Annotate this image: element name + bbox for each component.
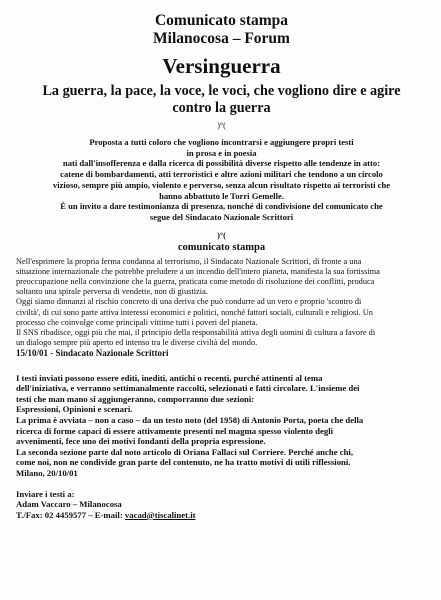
communique-line: Nell'esprimere la propria ferma condanna al terrorismo, il Sindacato Nazionale Scrittori, di fronte a una <box>16 256 362 266</box>
proposal-line: catene di bombardamenti, atti terroristici e altre azioni militari che tendono a un circolo <box>60 169 383 180</box>
details-line: I testi inviati possono essere editi, inediti, antichi o recenti, purché attinenti al tema <box>16 372 323 383</box>
separator-glyph: )°( <box>217 121 226 130</box>
contact-email-link[interactable]: vacad@tiscalinet.it <box>124 509 196 520</box>
proposal-line: vizioso, sempre più ampio, violento e perverso, senza alcun risultato rispetto ai terroristi che <box>52 179 391 190</box>
proposal-block <box>16 137 427 223</box>
details-line: ricerca di forme capaci di essere attivamente presenti nel magma spesso violento degli <box>16 425 334 436</box>
contact-line-3 <box>16 510 427 521</box>
details-line: avvenimenti, fece uno dei motivi fondanti della propria espressione. <box>16 436 266 447</box>
proposal-line: Proposta a tutti coloro che vogliono incontrarsi e aggiungere propri testi <box>89 137 354 147</box>
details-line: come noi, non ne condivide gran parte del contenuto, ne ha tratto motivi di utili riflessioni. <box>16 457 351 468</box>
subtitle-line-1: La guerra, la pace, la voce, le voci, che vogliono dire e agire <box>42 83 401 99</box>
communique-line: preoccupazione nella convinzione che la guerra, praticata come metodo di risoluzione dei conflitti, produca <box>16 277 375 287</box>
communique-title: comunicato stampa <box>177 241 266 253</box>
contact-line-1: Inviare i testi a: <box>16 488 75 499</box>
communique-line: processo che coinvolge come principali vittime tutti i poveri del pianeta. <box>16 317 258 327</box>
proposal-line: È un invito a dare testimonianza di presenza, nonché di condivisione del comunicato che <box>60 201 383 212</box>
communique-line: Oggi siamo dinnanzi al rischio concreto di una deriva che può condurre ad un vero e proprio 'scontro di <box>16 297 362 307</box>
header-line-2: Milanocosa – Forum <box>153 30 290 47</box>
separator-glyph: )°( <box>217 230 226 240</box>
details-line: dell'iniziativa, e verranno settimanalmente raccolti, selezionati e fatti circolare. L'insieme dei <box>16 383 360 394</box>
details-line: Espressioni, Opinioni e scenari. <box>16 404 133 415</box>
communique-line: Il SNS ribadisce, oggi più che mai, il principio della responsabilità attiva degli uomini di cultura a favore di <box>16 328 376 338</box>
details-block <box>16 373 427 479</box>
communique-line: situazione internazionale che potrebbe preludere a un incendio dell'intero pianeta, manifesta la sua fortissima <box>16 266 380 276</box>
header-line-1: Comunicato stampa <box>154 12 289 29</box>
details-line: testi che man mano si aggiungeranno, comporranno due sezioni: <box>16 393 255 404</box>
page-title: Versinguerra <box>162 54 281 78</box>
proposal-line: in prosa e in poesia <box>186 147 257 158</box>
details-line: Milano, 20/10/01 <box>16 468 78 478</box>
contact-phone: T./Fax: 02 4459577 – E-mail: <box>16 509 125 520</box>
contact-line-2: Adam Vaccaro – Milanocosa <box>16 499 122 510</box>
communique-body <box>16 257 427 359</box>
details-line: La seconda sezione parte dal noto articolo di Oriana Fallaci sul Corriere. Perché anche chi, <box>16 446 354 457</box>
communique-line: un dialogo sempre più aperto ed intenso tra le diverse civiltà del mondo. <box>16 338 258 348</box>
communique-line: soltanto una spirale perversa di vendette, non di giustizia. <box>16 287 208 297</box>
contact-block <box>16 489 427 521</box>
proposal-line: segue del Sindacato Nazionale Scrittori <box>149 211 294 222</box>
details-line: La prima è avviata – non a caso – da un testo noto (del 1958) di Antonio Porta, poeta che della <box>16 415 364 426</box>
proposal-line: hanno abbattuto le Torri Gemelle. <box>159 190 284 201</box>
communique-line: civiltà', di cui sono parte attiva interessi economici e politici, nonché fattori sociali, culturali e religiosi. Un <box>16 307 373 317</box>
subtitle-line-2: contro la guerra <box>172 100 271 116</box>
proposal-line: nati dall'insofferenza e dalla ricerca di possibilità diverse rispetto alle tendenze in atto: <box>62 158 381 169</box>
communique-signature: 15/10/01 - Sindacato Nazionale Scrittori <box>16 348 169 359</box>
